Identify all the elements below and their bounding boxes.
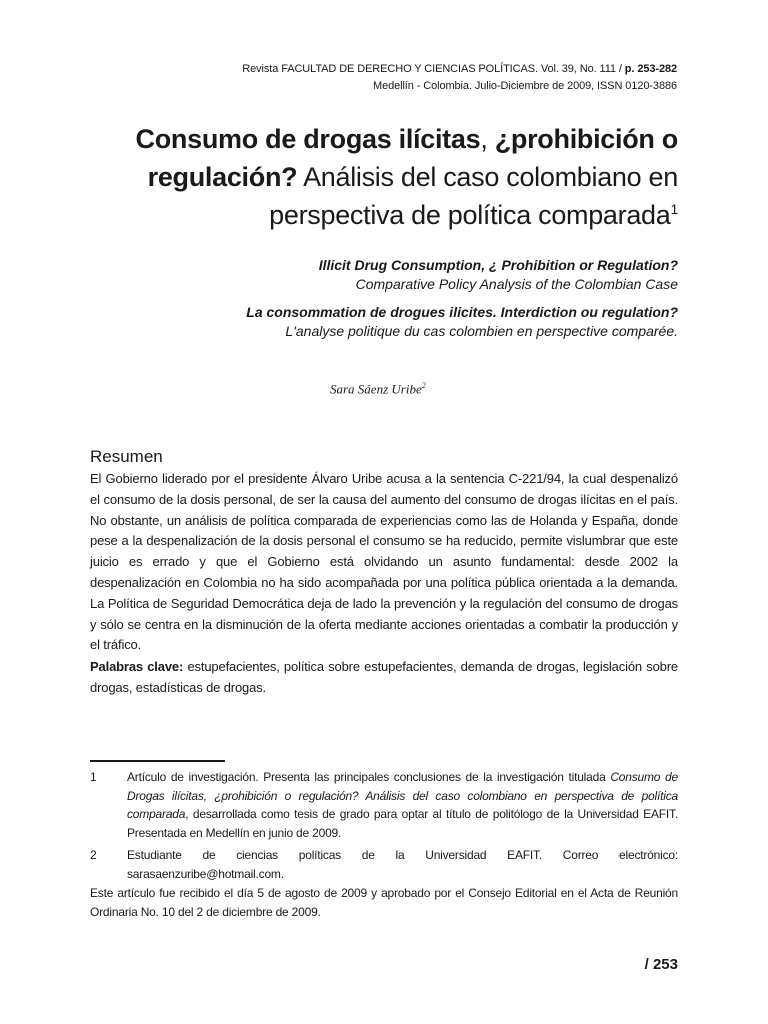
abstract-body: El Gobierno liderado por el presidente Álvaro Uribe acusa a la sentencia C-221/94, la cual despenalizó el consumo de la dosis personal, de ser la causa del aumento del consumo de drogas ilícitas en el país. No obstante, un análisis de política comparada de experiencias como las de Holanda y España, donde pese a la despenalización de la dosis personal el consumo se ha reducido, permite vislumbrar que este juicio es errado y que el Gobierno está olvidando un asunto fundamental: desde 2002 la despenalización en Colombia no ha sido acompañada por una política pública orientada a la demanda. La Política de Seguridad Democrática deja de lado la prevención y la regulación del consumo de drogas y sólo se centra en la disminución de la oferta mediante acciones orientadas a combatir la producción y el tráfico. (90, 471, 678, 653)
keywords-list: estupefacientes, política sobre estupefacientes, demanda de drogas, legislación sobre drogas, estadísticas de drogas. (90, 659, 678, 695)
title-footnote-mark: 1 (670, 201, 678, 217)
footnote-1 (90, 768, 678, 842)
footnote-number: 2 (90, 848, 97, 862)
french-title: La consommation de drogues ilicites. Interdiction ou regulation? (246, 304, 678, 320)
keywords-label: Palabras clave: (90, 659, 184, 674)
footnote-text-part: Artículo de investigación. Presenta las principales conclusiones de la investigación titulada (127, 770, 611, 784)
journal-info: Revista FACULTAD DE DERECHO Y CIENCIAS POLÍTICAS. Vol. 39, No. 111 / (242, 63, 625, 75)
title-bold: Consumo de drogas ilícitas (135, 124, 481, 154)
page-number: / 253 (644, 956, 678, 973)
abstract-heading: Resumen (90, 447, 163, 466)
french-subtitle: L'analyse politique du cas colombien en perspective comparée. (285, 323, 678, 339)
footnote-text-part: , desarrollada como tesis de grado para optar al título de politólogo de la Universidad EAFIT. Presentada en Medellín en junio de 2009. (127, 807, 678, 840)
author-name: Sara Sáenz Uribe (330, 381, 422, 397)
article-title: Consumo de drogas ilícitas, ¿prohibición o regulación? Análisis del caso colombiano en perspectiva de política comparada$^1$ (135, 124, 678, 230)
author (330, 381, 426, 397)
footnote-divider (90, 760, 225, 762)
keywords (90, 657, 678, 698)
english-title: Illicit Drug Consumption, ¿ Prohibition or Regulation? (318, 257, 678, 273)
journal-header-line2: Medellín - Colombia. Julio-Diciembre de 2009, ISSN 0120-3886 (373, 80, 677, 92)
journal-header-line1 (242, 62, 677, 76)
footnote-text: Estudiante de ciencias políticas de la Universidad EAFIT. Correo electrónico: sarasaenzuribe@hotmail.com. (127, 848, 678, 881)
title-bold-question: ¿prohibición o regulación? (147, 124, 678, 192)
footnote-2 (90, 846, 678, 883)
title-subtitle: Análisis del caso colombiano en perspectiva de política comparada (269, 162, 678, 230)
footnote-text (127, 768, 678, 842)
page-range: p. 253-282 (624, 63, 677, 75)
received-note: Este artículo fue recibido el día 5 de agosto de 2009 y aprobado por el Consejo Editorial en el Acta de Reunión Ordinaria No. 10 del 2 de diciembre de 2009. (90, 886, 678, 919)
footnote-number: 1 (90, 770, 97, 784)
author-footnote-mark: 2 (421, 381, 426, 390)
english-subtitle: Comparative Policy Analysis of the Colombian Case (355, 276, 678, 292)
footnote-thesis-title: Consumo de Drogas ilícitas, ¿prohibición o regulación? Análisis del caso colombiano en perspectiva de política comparada (127, 770, 678, 821)
